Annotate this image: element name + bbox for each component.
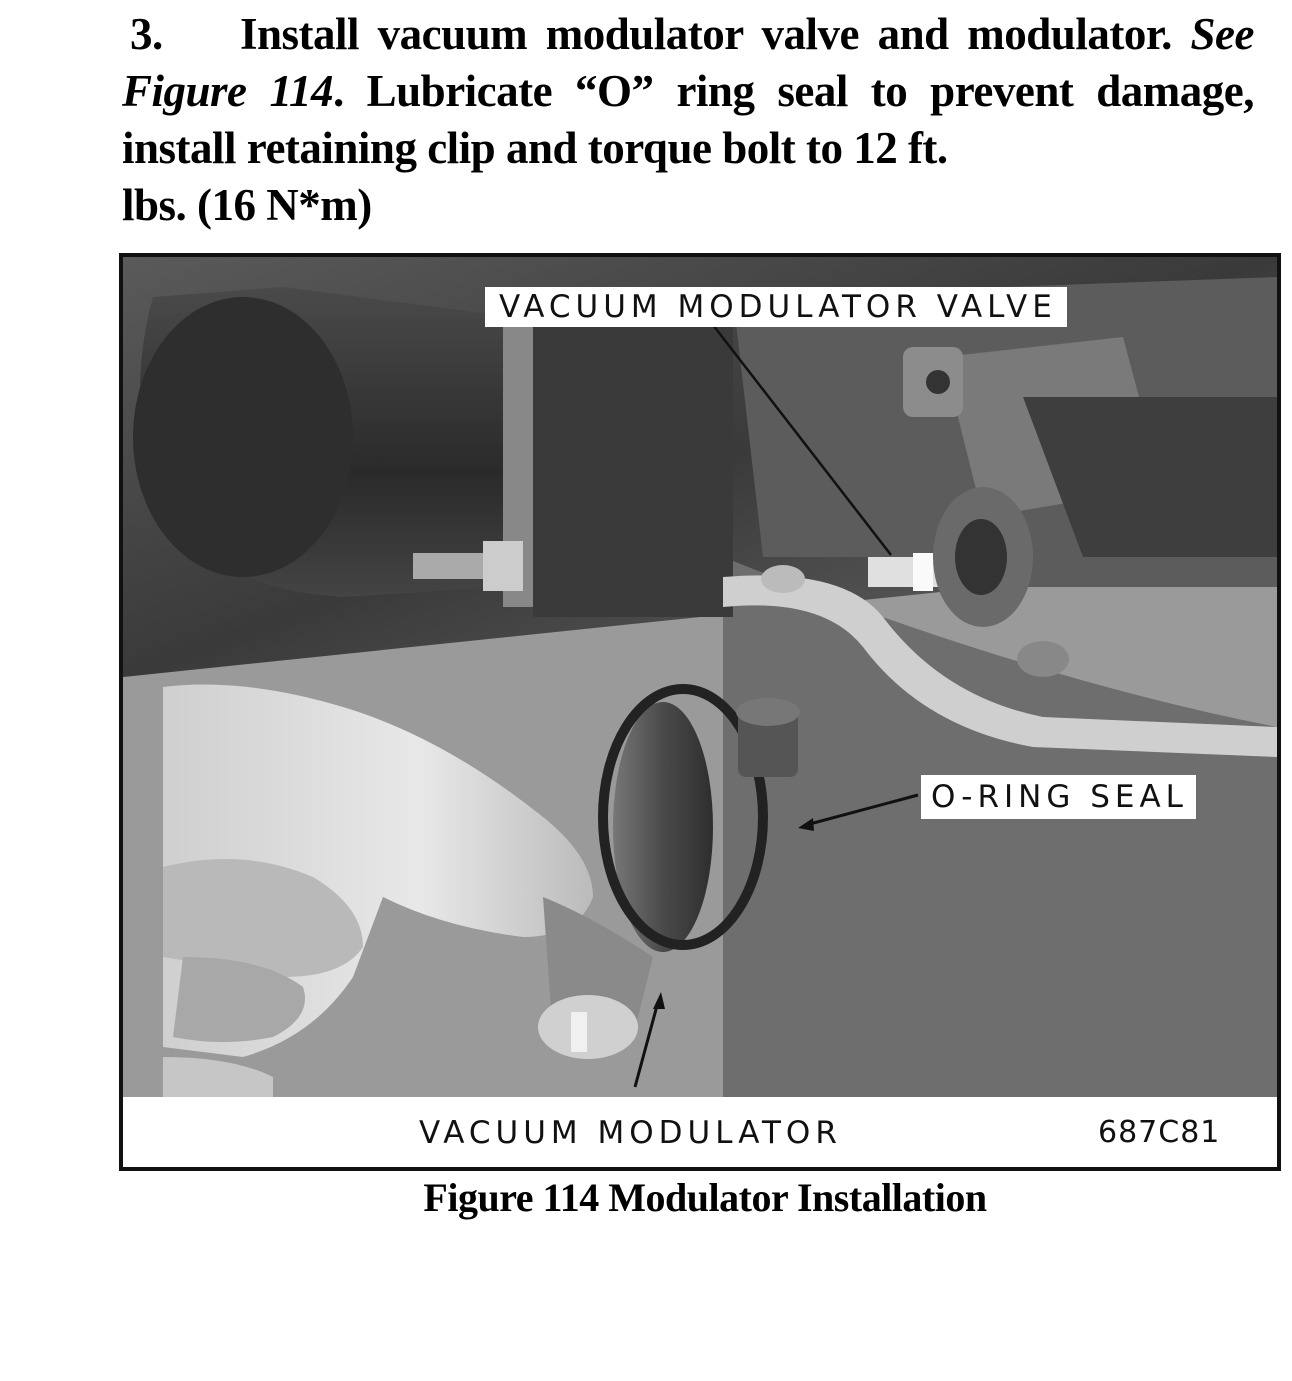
step-line-1: Install vacuum modulator valve and modulator. (240, 9, 1172, 59)
photo-illustration (123, 257, 1277, 1167)
figure-code: 687C81 (1098, 1115, 1221, 1150)
instruction-step (122, 6, 1254, 234)
step-line-4: lbs. (16 N*m) (122, 180, 372, 230)
figure-114-photo (119, 253, 1281, 1171)
label-vacuum-modulator: VACUUM MODULATOR (419, 1115, 842, 1151)
figure-reference: See Figure 114 (122, 9, 1255, 116)
step-line-3: damage, install retaining clip and torque bolt to 12 ft. (122, 66, 1254, 173)
step-line-2: . Lubricate “O” ring seal to prevent (332, 66, 1074, 116)
step-number: 3. (130, 9, 163, 59)
label-o-ring-seal: O-RING SEAL (921, 775, 1196, 819)
label-vacuum-modulator-valve: VACUUM MODULATOR VALVE (485, 287, 1067, 327)
figure-caption: Figure 114 Modulator Installation (423, 1175, 987, 1220)
